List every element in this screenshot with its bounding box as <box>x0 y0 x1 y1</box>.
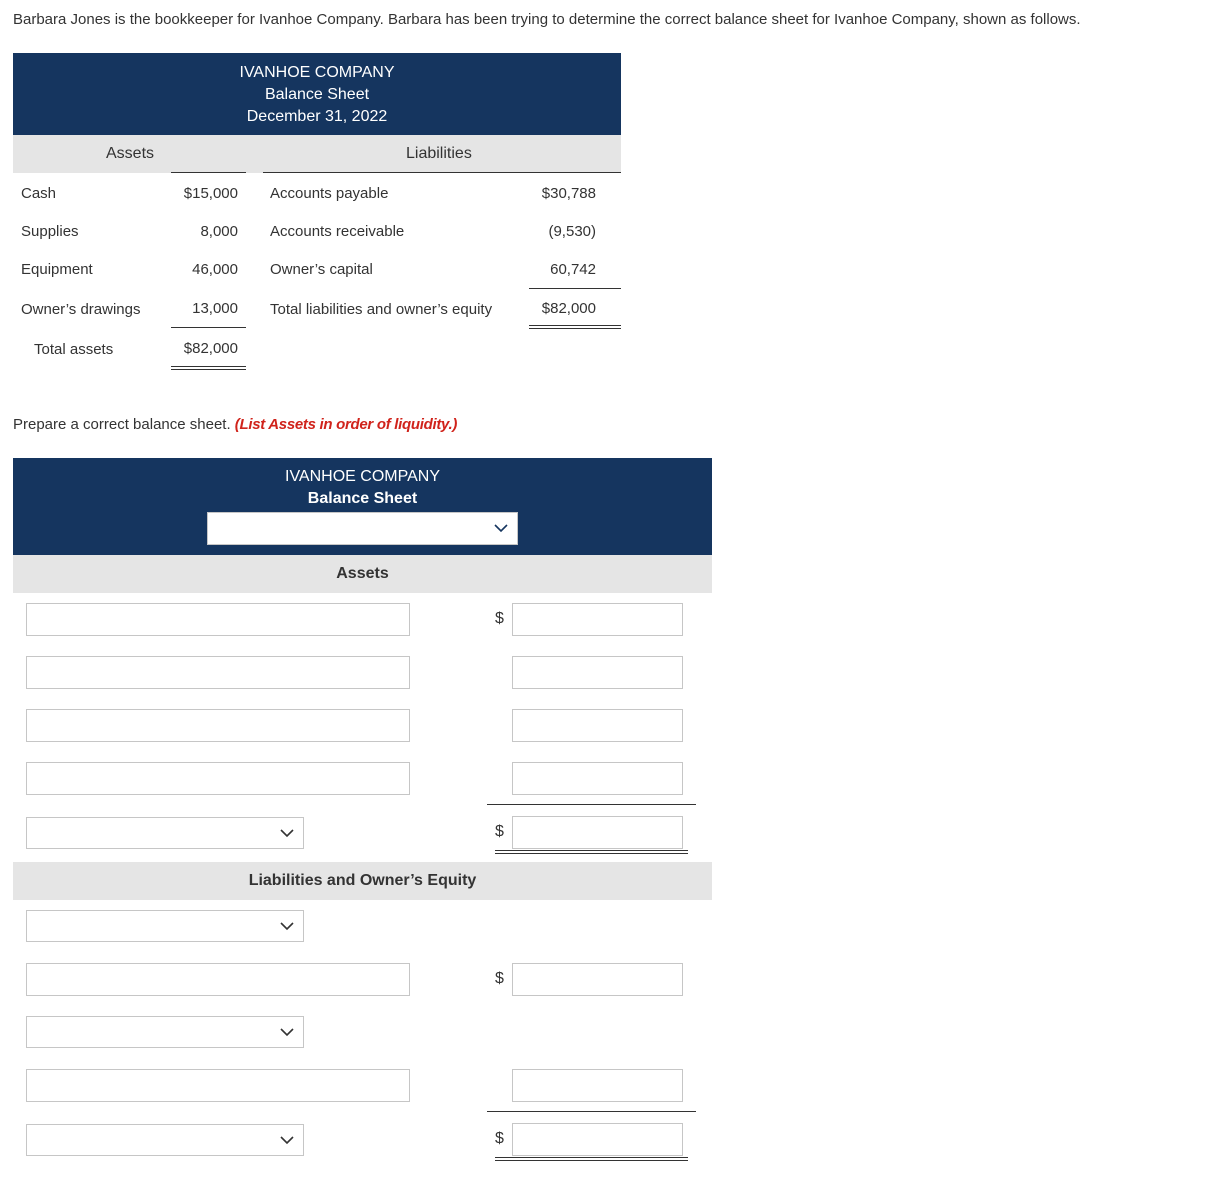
given-asset-value: 46,000 <box>192 261 238 278</box>
chevron-down-icon <box>279 1024 295 1040</box>
total-assets-select[interactable] <box>26 817 304 849</box>
given-asset-label: Cash <box>21 185 57 202</box>
asset-name-input[interactable] <box>26 709 410 742</box>
instruction-hint: (List Assets in order of liquidity.) <box>234 416 458 433</box>
total-liab-input[interactable] <box>512 1123 683 1156</box>
equity-amount-input[interactable] <box>512 1069 683 1102</box>
given-columns-header <box>13 135 621 173</box>
dollar-sign: $ <box>495 823 504 840</box>
chevron-down-icon <box>279 825 295 841</box>
equity-name-input[interactable] <box>26 1069 410 1102</box>
form-company-name: IVANHOE COMPANY <box>285 468 440 485</box>
given-date: December 31, 2022 <box>246 108 388 125</box>
asset-name-input[interactable] <box>26 762 410 795</box>
given-asset-value: $15,000 <box>183 185 238 202</box>
asset-amount-input[interactable] <box>512 656 683 689</box>
chevron-down-icon <box>279 918 295 934</box>
given-liability-value: (9,530) <box>548 223 596 240</box>
given-asset-label: Equipment <box>21 261 93 278</box>
instruction-text: Prepare a correct balance sheet. <box>13 416 231 433</box>
assets-section-title: Assets <box>336 565 389 582</box>
asset-name-input[interactable] <box>26 603 410 636</box>
given-asset-label: Supplies <box>21 223 79 240</box>
given-liability-value: $30,788 <box>541 185 596 202</box>
form-statement-name: Balance Sheet <box>307 490 418 507</box>
liabilities-select[interactable] <box>26 910 304 942</box>
given-total-liab-label: Total liabilities and owner’s equity <box>270 301 493 318</box>
given-asset-label: Owner’s drawings <box>21 301 141 318</box>
dollar-sign: $ <box>495 610 504 627</box>
instruction <box>13 416 457 433</box>
dollar-sign: $ <box>495 970 504 987</box>
liability-name-input[interactable] <box>26 963 410 996</box>
given-asset-value: 13,000 <box>192 300 238 317</box>
chevron-down-icon <box>493 520 509 536</box>
given-company-name: IVANHOE COMPANY <box>239 64 395 81</box>
given-asset-value: 8,000 <box>200 223 238 240</box>
owners-equity-select[interactable] <box>26 1016 304 1048</box>
liab-section-title: Liabilities and Owner’s Equity <box>248 872 477 889</box>
liability-amount-input[interactable] <box>512 963 683 996</box>
chevron-down-icon <box>279 1132 295 1148</box>
given-total-assets-value: $82,000 <box>183 340 238 357</box>
dollar-sign: $ <box>495 1130 504 1147</box>
asset-amount-input[interactable] <box>512 762 683 795</box>
given-liability-value: 60,742 <box>550 261 596 278</box>
total-assets-input[interactable] <box>512 816 683 849</box>
total-liab-select[interactable] <box>26 1124 304 1156</box>
given-total-assets-label: Total assets <box>34 341 114 358</box>
asset-amount-input[interactable] <box>512 709 683 742</box>
date-select[interactable] <box>207 512 518 545</box>
given-statement-name: Balance Sheet <box>264 86 370 103</box>
asset-amount-input[interactable] <box>512 603 683 636</box>
given-sheet-header <box>13 53 621 135</box>
given-liability-label: Accounts payable <box>270 185 389 202</box>
given-liability-label: Owner’s capital <box>270 261 373 278</box>
given-liability-label: Accounts receivable <box>270 223 405 240</box>
given-assets-header: Assets <box>106 145 155 162</box>
given-total-liab-value: $82,000 <box>541 300 596 317</box>
asset-name-input[interactable] <box>26 656 410 689</box>
given-liabilities-header: Liabilities <box>406 145 472 162</box>
problem-intro: Barbara Jones is the bookkeeper for Ivanhoe Company. Barbara has been trying to determine the correct balance sheet for Ivanhoe Company, shown as follows. <box>13 11 1081 28</box>
